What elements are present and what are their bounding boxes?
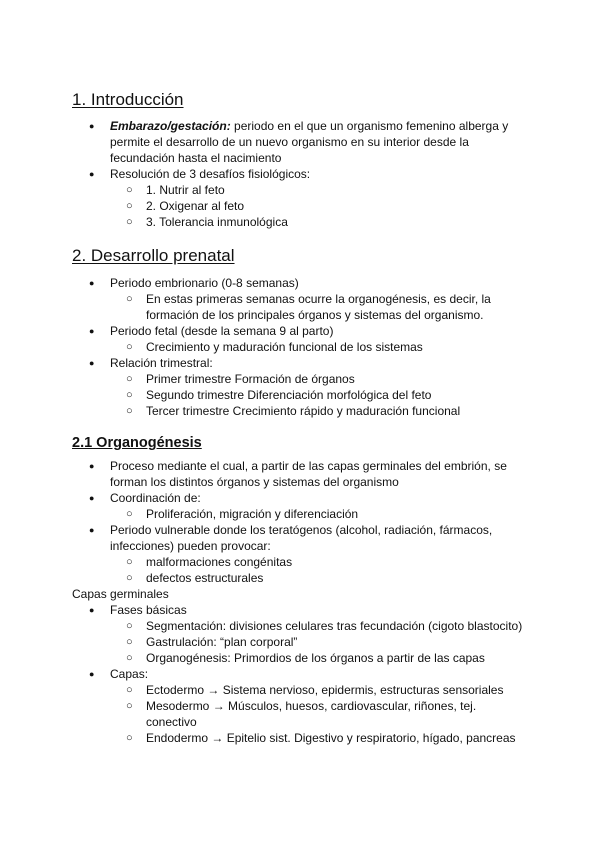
embarazo-text: periodo en el que un organismo femenino alberga y <box>230 119 509 133</box>
circle-bullet-icon: ○ <box>126 200 133 212</box>
embarazo-line: fecundación hasta el nacimiento <box>110 151 282 165</box>
circle-bullet-icon: ○ <box>126 556 133 568</box>
fase-item: Segmentación: divisiones celulares tras fecundación (cigoto blastocito) <box>146 619 523 633</box>
circle-bullet-icon: ○ <box>126 652 133 664</box>
circle-bullet-icon: ○ <box>126 293 133 305</box>
circle-bullet-icon: ○ <box>126 684 133 696</box>
relacion-trimestral-item: Relación trimestral: <box>110 356 213 370</box>
fases-basicas-item: Fases básicas <box>110 603 187 617</box>
periodo-embrionario-item: Periodo embrionario (0-8 semanas) <box>110 276 299 290</box>
bullet-icon: ● <box>89 493 95 503</box>
capa-item: Endodermo → Epitelio sist. Digestivo y respiratorio, hígado, pancreas <box>146 731 516 745</box>
proceso-item: Proceso mediante el cual, a partir de las capas germinales del embrión, se <box>110 459 507 473</box>
bullet-icon: ● <box>89 525 95 535</box>
circle-bullet-icon: ○ <box>126 216 133 228</box>
bullet-icon: ● <box>89 605 95 615</box>
circle-bullet-icon: ○ <box>126 341 133 353</box>
bullet-icon: ● <box>89 169 95 179</box>
embrionario-sub-item: En estas primeras semanas ocurre la organogénesis, es decir, la <box>146 292 491 306</box>
vulnerable-line: infecciones) pueden provocar: <box>110 539 271 553</box>
circle-bullet-icon: ○ <box>126 700 133 712</box>
section-title-introduccion: 1. Introducción <box>72 90 184 109</box>
bullet-icon: ● <box>89 121 95 131</box>
circle-bullet-icon: ○ <box>126 405 133 417</box>
malformaciones-item: malformaciones congénitas <box>146 555 293 569</box>
circle-bullet-icon: ○ <box>126 572 133 584</box>
bullet-icon: ● <box>89 358 95 368</box>
capa-line: conectivo <box>146 715 197 729</box>
trimestre-item: Primer trimestre Formación de órganos <box>146 372 355 386</box>
circle-bullet-icon: ○ <box>126 389 133 401</box>
periodo-fetal-item: Periodo fetal (desde la semana 9 al parto) <box>110 324 334 338</box>
embrionario-sub-line: formación de los principales órganos y sistemas del organismo. <box>146 308 484 322</box>
circle-bullet-icon: ○ <box>126 636 133 648</box>
desafio-item: 2. Oxigenar al feto <box>146 199 245 213</box>
capa-item: Mesodermo → Músculos, huesos, cardiovascular, riñones, tej. <box>146 699 477 713</box>
bullet-icon: ● <box>89 326 95 336</box>
circle-bullet-icon: ○ <box>126 508 133 520</box>
defectos-item: defectos estructurales <box>146 571 264 585</box>
capa-item: Ectodermo → Sistema nervioso, epidermis, estructuras sensoriales <box>146 683 504 697</box>
circle-bullet-icon: ○ <box>126 373 133 385</box>
desafio-item: 3. Tolerancia inmunológica <box>146 215 288 229</box>
embarazo-term: Embarazo/gestación: <box>110 119 231 133</box>
embarazo-definition <box>110 118 508 134</box>
proceso-line: forman los distintos órganos y sistemas del organismo <box>110 475 399 489</box>
trimestre-item: Segundo trimestre Diferenciación morfológica del feto <box>146 388 432 402</box>
fase-item: Organogénesis: Primordios de los órganos a partir de las capas <box>146 651 485 665</box>
circle-bullet-icon: ○ <box>126 184 133 196</box>
trimestre-item: Tercer trimestre Crecimiento rápido y maduración funcional <box>146 404 461 418</box>
fase-item: Gastrulación: “plan corporal” <box>146 635 298 649</box>
capas-germinales-label: Capas germinales <box>72 587 169 601</box>
bullet-icon: ● <box>89 278 95 288</box>
section-title-organogenesis: 2.1 Organogénesis <box>72 435 202 451</box>
embarazo-line: permite el desarrollo de un nuevo organismo en su interior desde la <box>110 135 469 149</box>
desafios-item: Resolución de 3 desafíos fisiológicos: <box>110 167 311 181</box>
coordinacion-item: Coordinación de: <box>110 491 201 505</box>
desafio-item: 1. Nutrir al feto <box>146 183 225 197</box>
fetal-sub-item: Crecimiento y maduración funcional de los sistemas <box>146 340 423 354</box>
coordinacion-sub-item: Proliferación, migración y diferenciación <box>146 507 359 521</box>
circle-bullet-icon: ○ <box>126 732 133 744</box>
bullet-icon: ● <box>89 461 95 471</box>
capas-item: Capas: <box>110 667 149 681</box>
circle-bullet-icon: ○ <box>126 620 133 632</box>
vulnerable-item: Periodo vulnerable donde los teratógenos (alcohol, radiación, fármacos, <box>110 523 493 537</box>
section-title-desarrollo-prenatal: 2. Desarrollo prenatal <box>72 246 235 265</box>
bullet-icon: ● <box>89 669 95 679</box>
